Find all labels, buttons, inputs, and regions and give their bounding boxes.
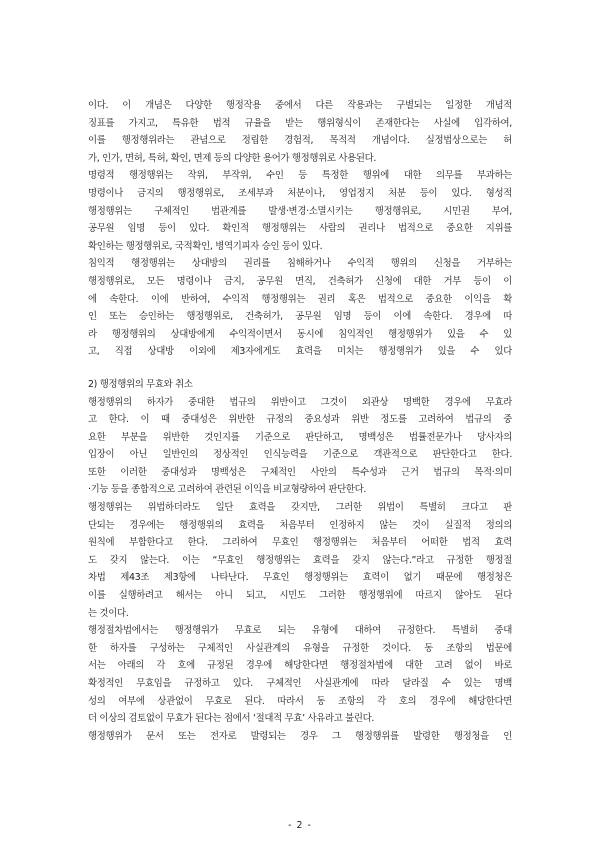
text-line: 행정행위의 하자가 중대한 법규의 위반이고 그것이 외관상 명백한 경우에 무효라 (88, 396, 512, 408)
text-line: 행정절차법에서는 행정행위가 무효로 되는 유형에 대하여 규정한다. 특별히 중대 (88, 625, 512, 637)
page-number: - 2 - (288, 820, 312, 831)
text-line: 행정행위는 구체적인 법관계를 발생·변경·소멸시키는 행정행위로, 시민권 부여, (88, 205, 512, 217)
text-line: 원칙에 부합한다고 한다. 그리하여 무효인 행정행위는 처음부터 어떠한 법적 효력 (88, 537, 512, 549)
text-line: 성의 여부에 상관없이 무효로 된다. 따라서 동 조항의 각 호의 경우에 해당한다면 (88, 695, 512, 707)
text-line: 입장이 아닌 일반인의 정상적인 인식능력을 기준으로 객관적으로 판단한다고 한다. (88, 449, 512, 461)
text-line: 고, 직접 상대방 이외에 제3자에게도 효력을 미치는 행정행위가 있을 수 있다 (88, 346, 512, 358)
text-line: 명령적 행정행위는 작위, 부작위, 수인 등 특정한 행위에 대한 의무를 부과하는 (88, 170, 512, 182)
text-line: 고 한다. 이 때 중대성은 위반한 규정의 중요성과 위반 정도를 고려하여 법규의 중 (88, 414, 512, 426)
text-line: 한 하자를 구성하는 구체적인 사실관계의 유형을 규정한 것이다. 동 조항의 법문에 (88, 642, 512, 654)
text-line: 징표를 가지고, 특유한 법적 규율을 받는 행위형식이 존재한다는 사실에 입각하여, (88, 117, 512, 129)
text-line: 더 이상의 검토없이 무효가 된다는 점에서 ‘절대적 무효’ 사유라고 불린다. (88, 713, 375, 725)
text-line: 단되는 경우에는 행정행위의 효력을 처음부터 인정하지 않는 것이 실질적 정의의 (88, 519, 512, 531)
text-line: 는 것이다. (88, 607, 129, 619)
text-line: 공무원 임명 등이 있다. 확인적 행정행위는 사람의 권리나 법적으로 중요한 지위를 (88, 223, 512, 235)
text-line: 도 갖지 않는다. 이는 “무효인 행정행위는 효력을 갖지 않는다.”라고 규정한 행정절 (88, 554, 512, 566)
text-line: 이를 실행하려고 해서는 아니 되고, 시민도 그러한 행정행위에 따르지 않아도 된다 (88, 590, 512, 602)
text-line: 요한 부분을 위반한 것인지를 기준으로 판단하고, 명백성은 법률전문가나 당사자의 (88, 431, 512, 443)
text-line: 인 또는 승인하는 행정행위로, 건축허가, 공무원 임명 등이 이에 속한다. 경우에 따 (88, 311, 512, 323)
text-line: 이를 행정행위라는 관념으로 정립한 경험적, 목적적 개념이다. 실정법상으로는 허 (88, 135, 512, 147)
text-line: 명령이나 금지의 행정행위로, 조세부과 처분이나, 영업정지 처분 등이 있다. 형성적 (88, 187, 512, 199)
text-line: 가, 인가, 면허, 특허, 확인, 면제 등의 다양한 용어가 행정행위로 사용된다. (88, 152, 377, 164)
text-line: 침익적 행정행위는 상대방의 권리를 침해하거나 수익적 행위의 신청을 거부하는 (88, 258, 512, 270)
text-line: 행정행위가 문서 또는 전자로 발령되는 경우 그 행정행위를 발령한 행정청을 인 (88, 730, 512, 742)
text-line: 라 행정행위의 상대방에게 수익적이면서 동시에 침익적인 행정행위가 있을 수 있 (88, 328, 512, 340)
text-line: 차법 제43조 제3항에 나타난다. 무효인 행정행위는 효력이 없기 때문에 행정청은 (88, 572, 512, 584)
text-line: 행정행위로, 모든 명령이나 금지, 공무원 면직, 건축허가 신청에 대한 거부 등이 이 (88, 275, 512, 287)
body-text (88, 97, 512, 745)
text-line: 서는 아래의 각 호에 규정된 경우에 해당한다면 행정절차법에 대한 고려 없이 바로 (88, 660, 512, 672)
text-line: 확인하는 행정행위로, 국적확인, 병역기피자 승인 등이 있다. (88, 240, 323, 252)
text-line: 또한 이러한 중대성과 명백성은 구체적인 사안의 특수성과 근거 법규의 목적·의미 (88, 466, 512, 478)
text-line: 에 속한다. 이에 반하여, 수익적 행정행위는 권리 혹은 법적으로 중요한 이익을 확 (88, 293, 512, 305)
text-line: 이다. 이 개념은 다양한 행정작용 중에서 다른 작용과는 구별되는 일정한 개념적 (88, 100, 512, 111)
text-line: 행정행위는 위법하더라도 일단 효력을 갖지만, 그러한 위법이 특별히 크다고 판 (88, 502, 512, 514)
text-line: 확정적인 무효임을 규정하고 있다. 구체적인 사실관계에 따라 달라질 수 있는 명백 (88, 678, 512, 689)
text-line: ·기능 등을 종합적으로 고려하여 관련된 이익을 비교형량하여 판단한다. (88, 484, 367, 496)
section-heading: 2) 행정행위의 무효와 취소 (88, 378, 193, 390)
